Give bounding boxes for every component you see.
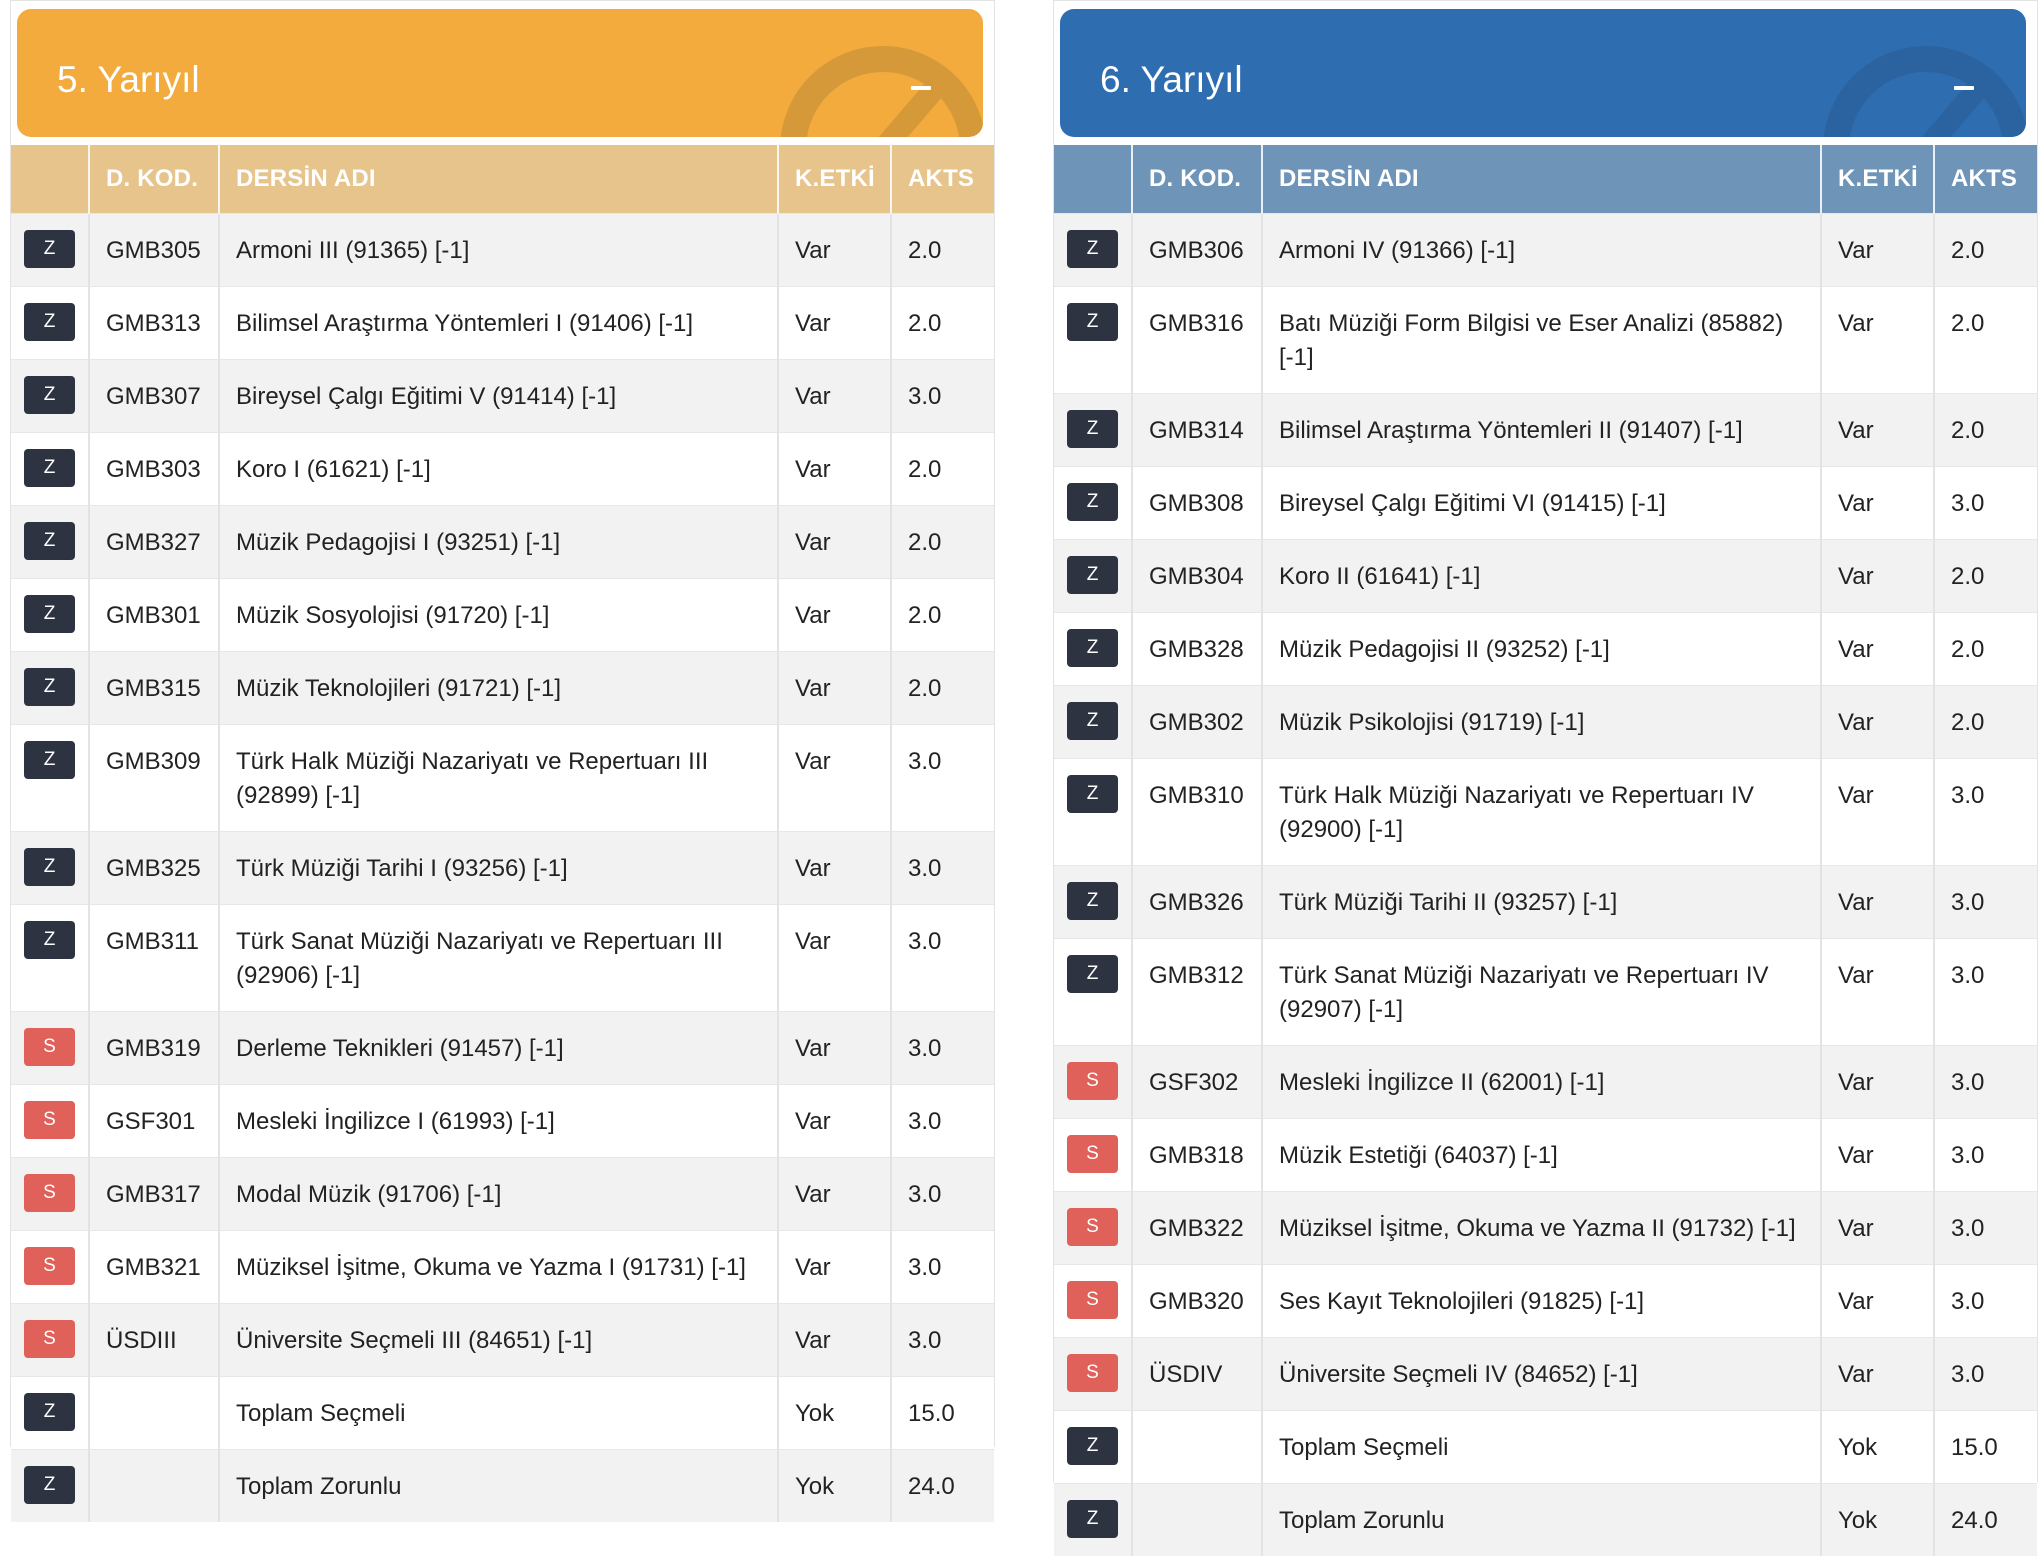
course-code: GMB315: [89, 652, 219, 725]
course-akts: 2.0: [891, 579, 994, 652]
course-etki: Var: [778, 652, 891, 725]
course-type-cell: [11, 360, 89, 433]
course-etki: Var: [778, 506, 891, 579]
course-type-cell: [11, 433, 89, 506]
course-name: Üniversite Seçmeli IV (84652) [-1]: [1262, 1338, 1821, 1411]
course-type-badge: S: [1067, 1354, 1118, 1392]
course-akts: 3.0: [1934, 1192, 2037, 1265]
semester-title: 5. Yarıyıl: [57, 59, 200, 101]
course-name: Türk Sanat Müziği Nazariyatı ve Repertuarı IV (92907) [-1]: [1262, 939, 1821, 1046]
course-type-badge: S: [1067, 1062, 1118, 1100]
course-name: Mesleki İngilizce I (61993) [-1]: [219, 1085, 778, 1158]
course-etki: Var: [1821, 613, 1934, 686]
course-code: GSF301: [89, 1085, 219, 1158]
course-akts: 3.0: [1934, 1046, 2037, 1119]
course-etki: Var: [1821, 1265, 1934, 1338]
course-code: GMB325: [89, 832, 219, 905]
course-type-badge: S: [24, 1247, 75, 1285]
course-etki: Yok: [778, 1377, 891, 1450]
course-akts: 24.0: [891, 1450, 994, 1523]
course-akts: 2.0: [891, 287, 994, 360]
course-akts: 3.0: [1934, 1265, 2037, 1338]
course-akts: 3.0: [1934, 467, 2037, 540]
course-code: GMB312: [1132, 939, 1262, 1046]
course-row[interactable]: [1054, 1265, 2037, 1338]
column-header-akts: AKTS: [1934, 145, 2037, 214]
course-etki: Var: [1821, 939, 1934, 1046]
course-name: Batı Müziği Form Bilgisi ve Eser Analizi (85882) [-1]: [1262, 287, 1821, 394]
course-code: GMB322: [1132, 1192, 1262, 1265]
course-code: GMB303: [89, 433, 219, 506]
course-etki: Var: [1821, 540, 1934, 613]
course-type-badge: S: [24, 1320, 75, 1358]
course-akts: 3.0: [891, 1012, 994, 1085]
course-type-cell: [11, 905, 89, 1012]
course-akts: 2.0: [891, 433, 994, 506]
course-type-cell: [11, 832, 89, 905]
course-row[interactable]: [11, 1085, 994, 1158]
course-name: Koro II (61641) [-1]: [1262, 540, 1821, 613]
course-name: Bilimsel Araştırma Yöntemleri II (91407) [-1]: [1262, 394, 1821, 467]
course-code: GMB318: [1132, 1119, 1262, 1192]
course-etki: Var: [1821, 214, 1934, 287]
course-table: [11, 145, 994, 1522]
course-code: GSF302: [1132, 1046, 1262, 1119]
course-type-badge: Z: [24, 741, 75, 779]
course-type-cell: [11, 1012, 89, 1085]
course-etki: Yok: [1821, 1484, 1934, 1556]
course-type-badge: Z: [24, 522, 75, 560]
course-type-badge: Z: [24, 848, 75, 886]
course-akts: 3.0: [1934, 866, 2037, 939]
column-header-akts: AKTS: [891, 145, 994, 214]
course-etki: Var: [1821, 866, 1934, 939]
course-type-cell: [1054, 1338, 1132, 1411]
minus-icon[interactable]: [1954, 86, 1974, 90]
course-row[interactable]: [11, 1450, 994, 1523]
course-etki: Var: [778, 1012, 891, 1085]
course-code: GMB304: [1132, 540, 1262, 613]
course-type-cell: [1054, 939, 1132, 1046]
course-etki: Var: [1821, 467, 1934, 540]
course-type-badge: S: [24, 1101, 75, 1139]
minus-icon[interactable]: [911, 86, 931, 90]
course-name: Türk Müziği Tarihi II (93257) [-1]: [1262, 866, 1821, 939]
course-code: [1132, 1484, 1262, 1556]
course-akts: 2.0: [891, 652, 994, 725]
course-row[interactable]: [11, 360, 994, 433]
course-name: Türk Müziği Tarihi I (93256) [-1]: [219, 832, 778, 905]
course-name: Müzik Psikolojisi (91719) [-1]: [1262, 686, 1821, 759]
course-akts: 2.0: [891, 506, 994, 579]
course-type-cell: [11, 725, 89, 832]
course-row[interactable]: [1054, 394, 2037, 467]
course-akts: 3.0: [891, 1231, 994, 1304]
course-row[interactable]: [11, 725, 994, 832]
course-row[interactable]: [11, 905, 994, 1012]
course-type-cell: [11, 579, 89, 652]
course-type-cell: [11, 1450, 89, 1523]
course-row[interactable]: [1054, 467, 2037, 540]
column-header-etki: K.ETKİ: [778, 145, 891, 214]
course-row[interactable]: [1054, 866, 2037, 939]
course-code: GMB308: [1132, 467, 1262, 540]
course-type-badge: Z: [1067, 882, 1118, 920]
course-etki: Var: [778, 579, 891, 652]
course-name: Türk Sanat Müziği Nazariyatı ve Repertuarı III (92906) [-1]: [219, 905, 778, 1012]
course-row[interactable]: [1054, 759, 2037, 866]
course-name: Toplam Zorunlu: [1262, 1484, 1821, 1556]
course-akts: 3.0: [891, 1158, 994, 1231]
course-akts: 2.0: [1934, 287, 2037, 394]
course-etki: Yok: [778, 1450, 891, 1523]
course-akts: 2.0: [1934, 686, 2037, 759]
course-akts: 2.0: [1934, 394, 2037, 467]
course-type-badge: Z: [24, 921, 75, 959]
course-etki: Var: [778, 360, 891, 433]
course-type-badge: Z: [24, 1393, 75, 1431]
course-akts: 3.0: [1934, 1119, 2037, 1192]
course-type-cell: [11, 652, 89, 725]
course-akts: 3.0: [891, 832, 994, 905]
course-code: GMB307: [89, 360, 219, 433]
course-code: GMB305: [89, 214, 219, 287]
course-type-badge: Z: [1067, 955, 1118, 993]
course-type-badge: S: [24, 1028, 75, 1066]
course-row[interactable]: [1054, 287, 2037, 394]
course-name: Müziksel İşitme, Okuma ve Yazma I (91731) [-1]: [219, 1231, 778, 1304]
course-code: ÜSDIII: [89, 1304, 219, 1377]
course-akts: 24.0: [1934, 1484, 2037, 1556]
course-row[interactable]: [11, 579, 994, 652]
course-name: Müzik Teknolojileri (91721) [-1]: [219, 652, 778, 725]
course-type-badge: Z: [1067, 303, 1118, 341]
course-akts: 2.0: [1934, 214, 2037, 287]
course-code: GMB302: [1132, 686, 1262, 759]
column-header-code: D. KOD.: [1132, 145, 1262, 214]
course-akts: 3.0: [1934, 1338, 2037, 1411]
course-etki: Var: [1821, 1192, 1934, 1265]
semester-panel-5: [10, 0, 995, 1447]
course-etki: Var: [778, 725, 891, 832]
course-row[interactable]: [1054, 540, 2037, 613]
course-type-badge: Z: [1067, 1427, 1118, 1465]
course-akts: 3.0: [891, 1085, 994, 1158]
course-code: [1132, 1411, 1262, 1484]
course-row[interactable]: [1054, 613, 2037, 686]
course-etki: Var: [778, 1085, 891, 1158]
course-row[interactable]: [1054, 1338, 2037, 1411]
course-code: GMB301: [89, 579, 219, 652]
course-etki: Var: [778, 1231, 891, 1304]
semester-title: 6. Yarıyıl: [1100, 59, 1243, 101]
table-header-row: [11, 145, 994, 214]
course-row[interactable]: [11, 1304, 994, 1377]
course-name: Türk Halk Müziği Nazariyatı ve Repertuarı III (92899) [-1]: [219, 725, 778, 832]
course-code: GMB309: [89, 725, 219, 832]
course-type-badge: S: [1067, 1208, 1118, 1246]
course-row[interactable]: [11, 506, 994, 579]
course-akts: 15.0: [1934, 1411, 2037, 1484]
course-name: Ses Kayıt Teknolojileri (91825) [-1]: [1262, 1265, 1821, 1338]
course-row[interactable]: [1054, 1046, 2037, 1119]
course-row[interactable]: [11, 433, 994, 506]
course-type-cell: [1054, 759, 1132, 866]
course-name: Toplam Seçmeli: [1262, 1411, 1821, 1484]
course-row[interactable]: [11, 832, 994, 905]
course-etki: Var: [1821, 1119, 1934, 1192]
course-akts: 2.0: [1934, 613, 2037, 686]
course-type-cell: [11, 1304, 89, 1377]
course-type-cell: [1054, 1484, 1132, 1556]
course-name: Modal Müzik (91706) [-1]: [219, 1158, 778, 1231]
course-type-badge: S: [1067, 1135, 1118, 1173]
course-akts: 15.0: [891, 1377, 994, 1450]
course-etki: Var: [778, 433, 891, 506]
course-etki: Var: [1821, 686, 1934, 759]
course-akts: 3.0: [891, 1304, 994, 1377]
course-table-body: [1054, 214, 2037, 1556]
course-row[interactable]: [1054, 686, 2037, 759]
course-code: GMB311: [89, 905, 219, 1012]
course-row[interactable]: [1054, 1484, 2037, 1556]
course-code: GMB316: [1132, 287, 1262, 394]
course-type-badge: S: [24, 1174, 75, 1212]
course-type-badge: Z: [1067, 230, 1118, 268]
course-type-badge: S: [1067, 1281, 1118, 1319]
course-type-badge: Z: [24, 449, 75, 487]
course-type-badge: Z: [24, 1466, 75, 1504]
course-code: GMB313: [89, 287, 219, 360]
course-type-cell: [1054, 613, 1132, 686]
course-type-badge: Z: [24, 376, 75, 414]
course-name: Üniversite Seçmeli III (84651) [-1]: [219, 1304, 778, 1377]
gauge-icon: [773, 39, 983, 137]
course-etki: Var: [778, 905, 891, 1012]
course-akts: 3.0: [891, 360, 994, 433]
course-type-cell: [1054, 394, 1132, 467]
course-etki: Yok: [1821, 1411, 1934, 1484]
course-name: Müzik Sosyolojisi (91720) [-1]: [219, 579, 778, 652]
column-header-name: DERSİN ADI: [219, 145, 778, 214]
course-type-badge: Z: [1067, 1500, 1118, 1538]
course-type-cell: [11, 1231, 89, 1304]
course-row[interactable]: [1054, 1411, 2037, 1484]
course-type-cell: [1054, 1411, 1132, 1484]
course-type-badge: Z: [1067, 410, 1118, 448]
course-etki: Var: [1821, 1338, 1934, 1411]
course-name: Toplam Seçmeli: [219, 1377, 778, 1450]
course-name: Armoni IV (91366) [-1]: [1262, 214, 1821, 287]
course-code: GMB319: [89, 1012, 219, 1085]
course-name: Müziksel İşitme, Okuma ve Yazma II (91732) [-1]: [1262, 1192, 1821, 1265]
course-type-cell: [11, 214, 89, 287]
course-etki: Var: [778, 287, 891, 360]
course-code: GMB310: [1132, 759, 1262, 866]
course-type-cell: [1054, 287, 1132, 394]
course-type-badge: Z: [1067, 483, 1118, 521]
course-name: Bireysel Çalgı Eğitimi VI (91415) [-1]: [1262, 467, 1821, 540]
course-type-cell: [11, 1158, 89, 1231]
course-etki: Var: [1821, 1046, 1934, 1119]
course-type-cell: [1054, 540, 1132, 613]
course-code: [89, 1450, 219, 1523]
course-code: GMB326: [1132, 866, 1262, 939]
course-row[interactable]: [1054, 1119, 2037, 1192]
course-etki: Var: [1821, 394, 1934, 467]
course-name: Türk Halk Müziği Nazariyatı ve Repertuarı IV (92900) [-1]: [1262, 759, 1821, 866]
course-etki: Var: [778, 832, 891, 905]
course-type-cell: [1054, 467, 1132, 540]
course-row[interactable]: [1054, 939, 2037, 1046]
course-row[interactable]: [11, 287, 994, 360]
course-akts: 2.0: [891, 214, 994, 287]
course-type-badge: Z: [1067, 775, 1118, 813]
course-type-cell: [1054, 1192, 1132, 1265]
gauge-icon: [1816, 39, 2026, 137]
course-row[interactable]: [1054, 214, 2037, 287]
course-akts: 3.0: [1934, 939, 2037, 1046]
course-etki: Var: [1821, 759, 1934, 866]
course-type-cell: [11, 1377, 89, 1450]
course-etki: Var: [778, 214, 891, 287]
semester-header[interactable]: [1060, 9, 2026, 137]
course-name: Armoni III (91365) [-1]: [219, 214, 778, 287]
column-header-etki: K.ETKİ: [1821, 145, 1934, 214]
course-type-badge: Z: [1067, 702, 1118, 740]
course-type-cell: [1054, 214, 1132, 287]
course-type-cell: [11, 506, 89, 579]
course-code: [89, 1377, 219, 1450]
course-code: GMB320: [1132, 1265, 1262, 1338]
course-etki: Var: [778, 1304, 891, 1377]
course-name: Müzik Estetiği (64037) [-1]: [1262, 1119, 1821, 1192]
course-row[interactable]: [11, 652, 994, 725]
column-header-code: D. KOD.: [89, 145, 219, 214]
course-type-badge: Z: [24, 668, 75, 706]
course-code: GMB321: [89, 1231, 219, 1304]
course-table: [1054, 145, 2037, 1556]
course-row[interactable]: [11, 1231, 994, 1304]
course-table-body: [11, 214, 994, 1523]
course-row[interactable]: [11, 1377, 994, 1450]
table-header-row: [1054, 145, 2037, 214]
course-akts: 2.0: [1934, 540, 2037, 613]
column-header-name: DERSİN ADI: [1262, 145, 1821, 214]
course-akts: 3.0: [891, 725, 994, 832]
course-name: Müzik Pedagojisi II (93252) [-1]: [1262, 613, 1821, 686]
course-name: Bireysel Çalgı Eğitimi V (91414) [-1]: [219, 360, 778, 433]
course-row[interactable]: [11, 1158, 994, 1231]
course-row[interactable]: [11, 214, 994, 287]
column-header-type: [11, 145, 89, 214]
course-type-cell: [1054, 686, 1132, 759]
semester-header[interactable]: [17, 9, 983, 137]
course-name: Toplam Zorunlu: [219, 1450, 778, 1523]
column-header-type: [1054, 145, 1132, 214]
course-name: Bilimsel Araştırma Yöntemleri I (91406) [-1]: [219, 287, 778, 360]
course-row[interactable]: [1054, 1192, 2037, 1265]
course-name: Derleme Teknikleri (91457) [-1]: [219, 1012, 778, 1085]
course-name: Koro I (61621) [-1]: [219, 433, 778, 506]
course-type-badge: Z: [1067, 556, 1118, 594]
course-code: GMB327: [89, 506, 219, 579]
course-type-cell: [1054, 1046, 1132, 1119]
course-type-badge: Z: [24, 595, 75, 633]
course-etki: Var: [1821, 287, 1934, 394]
semester-panel-6: [1053, 0, 2038, 1482]
course-etki: Var: [778, 1158, 891, 1231]
course-type-badge: Z: [1067, 629, 1118, 667]
course-akts: 3.0: [1934, 759, 2037, 866]
course-code: GMB314: [1132, 394, 1262, 467]
course-code: ÜSDIV: [1132, 1338, 1262, 1411]
course-code: GMB328: [1132, 613, 1262, 686]
course-type-cell: [11, 1085, 89, 1158]
course-type-badge: Z: [24, 303, 75, 341]
course-code: GMB306: [1132, 214, 1262, 287]
course-type-cell: [1054, 1119, 1132, 1192]
course-type-cell: [1054, 1265, 1132, 1338]
course-row[interactable]: [11, 1012, 994, 1085]
course-type-badge: Z: [24, 230, 75, 268]
course-code: GMB317: [89, 1158, 219, 1231]
course-type-cell: [11, 287, 89, 360]
course-type-cell: [1054, 866, 1132, 939]
course-akts: 3.0: [891, 905, 994, 1012]
course-name: Mesleki İngilizce II (62001) [-1]: [1262, 1046, 1821, 1119]
course-name: Müzik Pedagojisi I (93251) [-1]: [219, 506, 778, 579]
